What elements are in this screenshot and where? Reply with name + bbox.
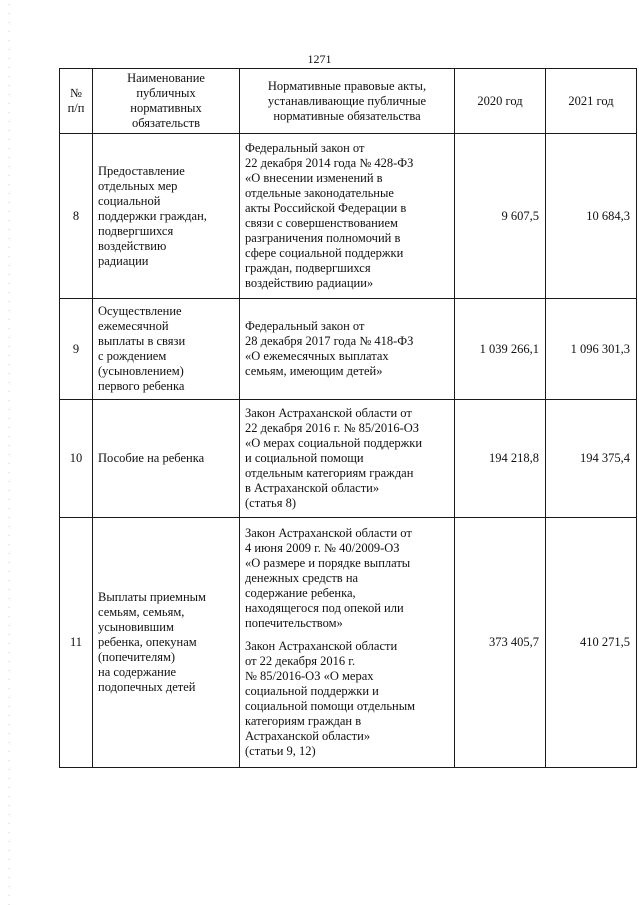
table-header-row bbox=[60, 69, 637, 134]
header-name: Наименование публичных нормативных обязательств bbox=[93, 69, 240, 134]
table-row bbox=[60, 299, 637, 400]
header-acts: Нормативные правовые акты, устанавливающие публичные нормативные обязательства bbox=[240, 69, 455, 134]
obligations-table bbox=[59, 68, 637, 768]
act-text: Закон Астраханской области от 22 декабря 2016 г. № 85/2016-ОЗ «О мерах социальной поддержки и социальной помощи отдельным категориям граждан в Астраханской области» (статья 8) bbox=[245, 406, 423, 510]
row-acts bbox=[240, 299, 455, 400]
table-row bbox=[60, 134, 637, 299]
row-num: 9 bbox=[60, 299, 93, 400]
row-2020-value: 194 218,8 bbox=[455, 400, 546, 518]
row-2020-value: 1 039 266,1 bbox=[455, 299, 546, 400]
header-2020: 2020 год bbox=[455, 69, 546, 134]
row-2021-value: 410 271,5 bbox=[546, 518, 637, 768]
header-2021: 2021 год bbox=[546, 69, 637, 134]
row-num: 11 bbox=[60, 518, 93, 768]
row-2021-value: 10 684,3 bbox=[546, 134, 637, 299]
row-acts bbox=[240, 400, 455, 518]
row-acts bbox=[240, 518, 455, 768]
row-name: Осуществление ежемесячной выплаты в связи с рождением (усыновлением) первого ребенка bbox=[93, 299, 240, 400]
row-2020-value: 373 405,7 bbox=[455, 518, 546, 768]
act-text: Закон Астраханской области от 4 июня 2009 г. № 40/2009-ОЗ «О размере и порядке выплаты денежных средств на содержание ребенка, находящегося под опекой или попечительством» bbox=[245, 526, 412, 630]
act-text: Закон Астраханской области от 22 декабря 2016 г. № 85/2016-ОЗ «О мерах социальной поддержки и социальной помощи отдельным категориям граждан в Астраханской области» (статьи 9, 12) bbox=[245, 639, 416, 758]
table-row bbox=[60, 400, 637, 518]
row-2021-value: 194 375,4 bbox=[546, 400, 637, 518]
scan-edge-dots bbox=[8, 0, 10, 905]
row-num: 8 bbox=[60, 134, 93, 299]
row-2020-value: 9 607,5 bbox=[455, 134, 546, 299]
row-num: 10 bbox=[60, 400, 93, 518]
header-num: № п/п bbox=[60, 69, 93, 134]
row-name: Предоставление отдельных мер социальной поддержки граждан, подвергшихся воздействию радиации bbox=[93, 134, 240, 299]
row-2021-value: 1 096 301,3 bbox=[546, 299, 637, 400]
row-name: Выплаты приемным семьям, семьям, усыновившим ребенка, опекунам (попечителям) на содержание подопечных детей bbox=[93, 518, 240, 768]
page-number: 1271 bbox=[307, 52, 332, 66]
row-name: Пособие на ребенка bbox=[93, 400, 240, 518]
act-text: Федеральный закон от 28 декабря 2017 года № 418-ФЗ «О ежемесячных выплатах семьям, имеющим детей» bbox=[245, 319, 414, 378]
table-row bbox=[60, 518, 637, 768]
row-acts bbox=[240, 134, 455, 299]
act-text: Федеральный закон от 22 декабря 2014 года № 428-ФЗ «О внесении изменений в отдельные законодательные акты Российской Федерации в связи с совершенствованием разграничения полномочий в сфере социальной поддержки граждан, подвергшихся воздействию радиации» bbox=[245, 141, 414, 290]
